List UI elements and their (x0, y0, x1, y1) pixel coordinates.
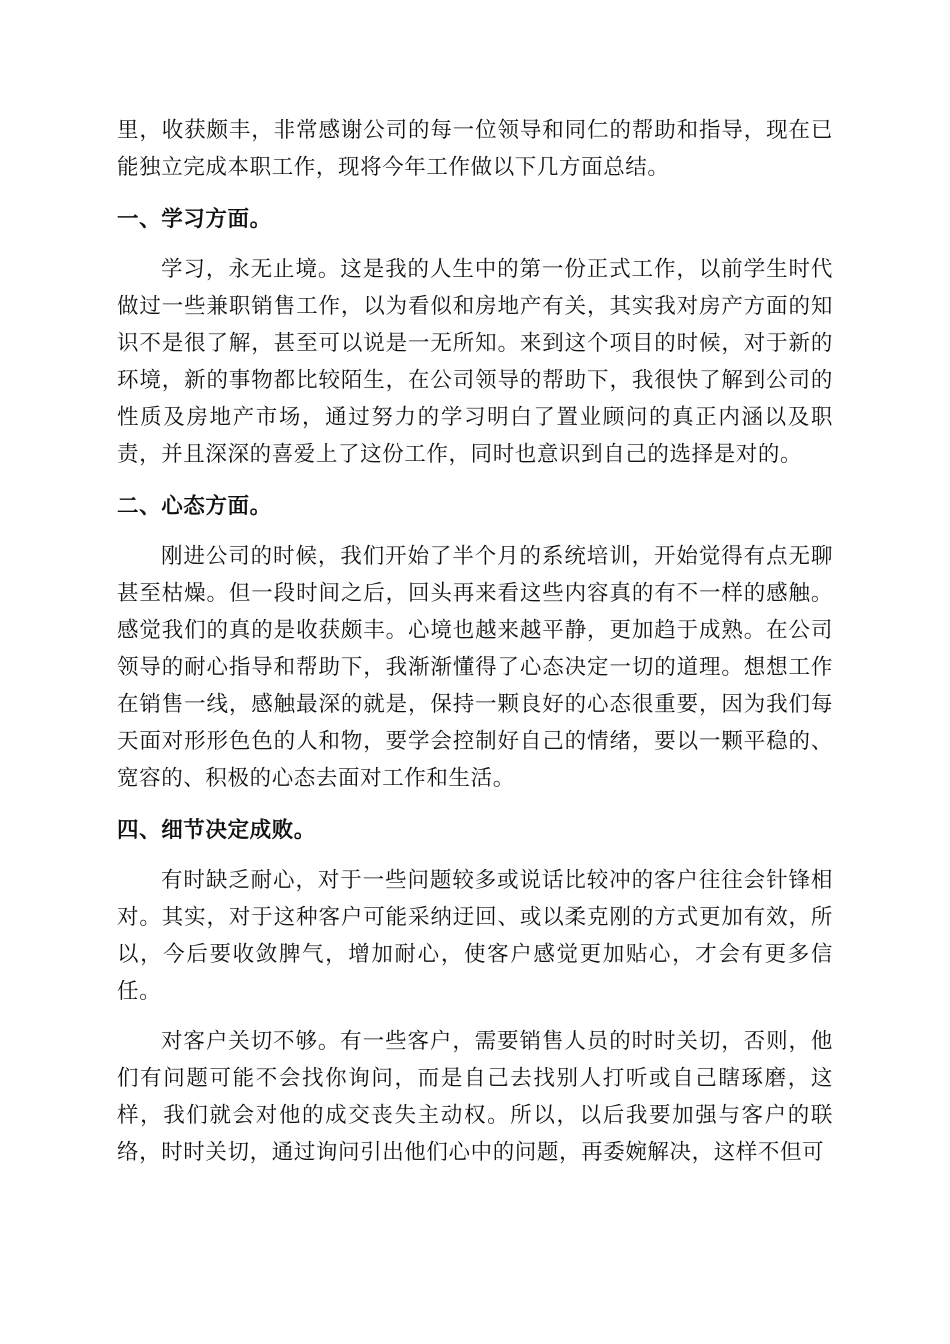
intro-paragraph: 里，收获颇丰，非常感谢公司的每一位领导和同仁的帮助和指导，现在已能独立完成本职工作，现将今年工作做以下几方面总结。 (117, 118, 833, 180)
spacer (117, 186, 833, 201)
spacer (117, 1010, 833, 1023)
details-paragraph-patience: 有时缺乏耐心，对于一些问题较多或说话比较冲的客户往往会针锋相对。其实，对于这种客户可能采纳迂回、或以柔克刚的方式更加有效，所以，今后要收敛脾气，增加耐心，使客户感觉更加贴心，才会有更多信任。 (117, 868, 833, 1004)
spacer (117, 238, 833, 251)
details-paragraph-care: 对客户关切不够。有一些客户，需要销售人员的时时关切，否则，他们有问题可能不会找你询问，而是自己去找别人打听或自己瞎琢磨，这样，我们就会对他的成交丧失主动权。所以，以后我要加强与客户的联络，时时关切，通过询问引出他们心中的问题，再委婉解决，这样不但可 (117, 1029, 833, 1165)
section-heading-details: 四、细节决定成败。 (117, 818, 316, 843)
mindset-paragraph: 刚进公司的时候，我们开始了半个月的系统培训，开始觉得有点无聊甚至枯燥。但一段时间之后，回头再来看这些内容真的有不一样的感触。感觉我们的真的是收获颇丰。心境也越来越平静，更加趋于成熟。在公司领导的耐心指导和帮助下，我渐渐懂得了心态决定一切的道理。想想工作在销售一线，感触最深的就是，保持一颗良好的心态很重要，因为我们每天面对形形色色的人和物，要学会控制好自己的情绪，要以一颗平稳的、宽容的、积极的心态去面对工作和生活。 (117, 544, 833, 791)
spacer (117, 849, 833, 862)
spacer (117, 473, 833, 488)
spacer (117, 525, 833, 538)
document-page (117, 112, 833, 1171)
study-paragraph: 学习，永无止境。这是我的人生中的第一份正式工作，以前学生时代做过一些兼职销售工作，以为看似和房地产有关，其实我对房产方面的知识不是很了解，甚至可以说是一无所知。来到这个项目的时候，对于新的环境，新的事物都比较陌生，在公司领导的帮助下，我很快了解到公司的性质及房地产市场，通过努力的学习明白了置业顾问的真正内涵以及职责，并且深深的喜爱上了这份工作，同时也意识到自己的选择是对的。 (117, 257, 833, 467)
spacer (117, 797, 833, 812)
section-heading-mindset: 二、心态方面。 (117, 494, 272, 519)
section-heading-study: 一、学习方面。 (117, 207, 272, 232)
